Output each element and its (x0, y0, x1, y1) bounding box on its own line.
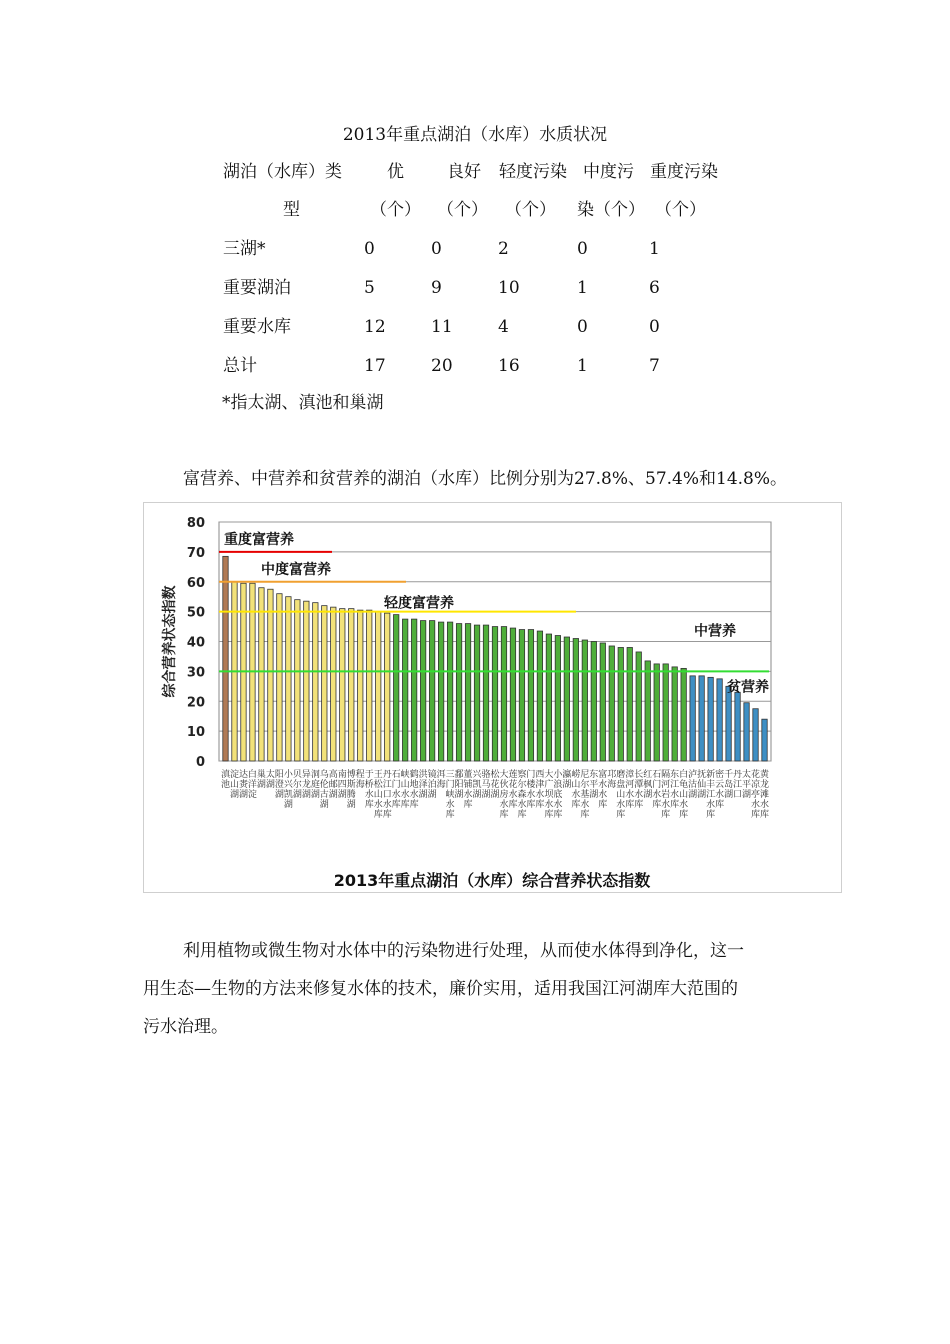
bar (708, 677, 713, 761)
bar (492, 627, 497, 761)
bar (636, 652, 641, 761)
cell-moderate: 0 (577, 317, 588, 337)
x-tick-label: 红枫湖 (643, 770, 653, 800)
chart-svg (144, 503, 841, 892)
x-tick-label: 南四湖 (337, 770, 347, 800)
x-tick-label: 丹江口水库 (382, 770, 392, 820)
x-tick-label: 大伙房水库 (499, 770, 509, 820)
cell-moderate: 0 (577, 239, 588, 259)
cell-good: 0 (431, 239, 442, 259)
x-tick-label: 镜泊湖 (427, 770, 437, 800)
header-moderate-line2: 染（个） (577, 200, 645, 220)
header-good-line1: 良好 (447, 162, 481, 182)
table-footnote: *指太湖、滇池和巢湖 (222, 393, 384, 413)
bar (654, 664, 659, 761)
bar (519, 630, 524, 761)
cell-moderate: 1 (577, 356, 588, 376)
x-tick-label: 西津水库 (535, 770, 545, 810)
bar (385, 613, 390, 761)
x-tick-label: 于桥水库 (364, 770, 374, 810)
bar (411, 619, 416, 761)
header-excellent-line1: 优 (387, 162, 404, 182)
cell-heavy: 6 (649, 278, 660, 298)
bar (429, 621, 434, 761)
header-heavy-line1: 重度污染 (650, 162, 718, 182)
bar (501, 627, 506, 761)
x-tick-label: 鄱阳湖 (454, 770, 464, 800)
bar (223, 556, 228, 761)
x-tick-label: 峡山水库 (400, 770, 410, 810)
cell-type: 总计 (223, 356, 257, 376)
x-tick-label: 骆马湖 (481, 770, 491, 800)
remediation-paragraph-line3: 污水治理。 (143, 1017, 228, 1037)
header-heavy-line2: （个） (655, 200, 706, 220)
cell-good: 11 (431, 317, 453, 337)
chart-title: 2013年重点湖泊（水库）综合营养状态指数 (333, 871, 651, 890)
x-tick-label: 兴凯湖 (472, 770, 482, 800)
x-tick-label: 淀山湖 (229, 770, 239, 800)
trophic-index-chart (143, 502, 842, 893)
x-tick-label: 王松山水库 (373, 770, 383, 820)
y-tick-label: 10 (186, 725, 205, 741)
y-tick-label: 40 (186, 635, 205, 651)
x-tick-label: 巢湖 (256, 770, 266, 790)
cell-excellent: 12 (364, 317, 386, 337)
bar (663, 664, 668, 761)
x-tick-label: 博斯腾湖 (346, 770, 356, 810)
bar (322, 606, 327, 761)
header-type-line2: 型 (283, 200, 300, 220)
bar (268, 589, 273, 761)
header-moderate-line1: 中度污 (583, 162, 634, 182)
threshold-label: 中度富营养 (261, 561, 331, 578)
x-tick-label: 石门水库 (652, 770, 662, 810)
x-tick-label: 密云水库 (715, 770, 725, 810)
threshold-label: 中营养 (694, 623, 736, 640)
x-tick-label: 黄龙滩水库 (760, 770, 770, 820)
x-tick-label: 小兴凯湖 (283, 770, 293, 810)
bar (573, 639, 578, 761)
cell-light: 4 (498, 317, 509, 337)
bar (402, 619, 407, 761)
bar (762, 719, 767, 761)
x-tick-label: 洱海 (436, 770, 446, 790)
bar (600, 643, 605, 761)
y-tick-label: 80 (186, 516, 205, 531)
x-tick-label: 莲花水库 (508, 770, 518, 810)
y-tick-label: 20 (186, 695, 205, 711)
bar (510, 628, 515, 761)
bar (591, 642, 596, 762)
cell-light: 2 (498, 239, 509, 259)
x-tick-label: 漳河水库 (625, 770, 635, 810)
cell-type: 三湖* (223, 239, 266, 259)
x-tick-label: 白洋淀 (247, 770, 257, 800)
x-tick-label: 贝尔湖 (292, 770, 302, 800)
bar (447, 622, 452, 761)
bar (393, 615, 398, 761)
table-title: 2013年重点湖泊（水库）水质状况 (342, 125, 608, 145)
x-tick-label: 太平湖 (742, 770, 752, 800)
x-tick-label: 小浪底水库 (553, 770, 563, 820)
x-tick-label: 高邮湖 (328, 770, 338, 800)
bar (726, 686, 731, 761)
bar (555, 636, 560, 761)
cell-excellent: 17 (364, 356, 386, 376)
x-tick-label: 阳澄湖 (274, 770, 284, 800)
remediation-paragraph-line1: 利用植物或微生物对水体中的污染物进行处理，从而使水体得到净化，这一 (183, 941, 744, 961)
bar (690, 676, 695, 761)
cell-heavy: 7 (649, 356, 660, 376)
bar (331, 607, 336, 761)
x-tick-label: 东平湖 (589, 770, 599, 800)
bar (546, 634, 551, 761)
x-tick-label: 滇池 (220, 770, 230, 790)
x-tick-label: 长潭水库 (634, 770, 644, 810)
x-tick-label: 邛海 (607, 770, 617, 790)
x-tick-label: 千岛湖 (724, 770, 734, 800)
bar (582, 640, 587, 761)
x-tick-label: 异龙湖 (301, 770, 311, 800)
bar (313, 603, 318, 761)
bar (340, 609, 345, 761)
x-tick-label: 大广坝水库 (544, 770, 554, 820)
x-tick-label: 东江水库 (670, 770, 680, 810)
bar (717, 679, 722, 761)
bar (438, 622, 443, 761)
trophic-ratio-paragraph: 富营养、中营养和贫营养的湖泊（水库）比例分别为27.8%、57.4%和14.8%。 (183, 469, 788, 489)
x-tick-label: 察尔森水库 (517, 770, 527, 820)
cell-good: 20 (431, 356, 453, 376)
x-tick-label: 白龟山水库 (679, 770, 689, 820)
bar (474, 625, 479, 761)
bar (537, 631, 542, 761)
header-light-line1: 轻度污染 (499, 162, 567, 182)
header-good-line2: （个） (437, 200, 488, 220)
x-tick-label: 松花湖 (490, 770, 500, 800)
cell-good: 9 (431, 278, 442, 298)
bar (376, 612, 381, 761)
x-tick-label: 崂山水库 (571, 770, 581, 810)
x-tick-label: 隔河岩水库 (661, 770, 671, 820)
bar (744, 703, 749, 761)
threshold-label: 贫营养 (727, 679, 769, 696)
x-tick-label: 磨盘山水库 (616, 770, 626, 820)
x-tick-label: 太湖 (265, 770, 275, 790)
y-axis-label: 综合营养状态指数 (162, 585, 178, 698)
bar (259, 588, 264, 761)
header-type-line1: 湖泊（水库）类 (223, 162, 342, 182)
x-tick-label: 新丰江水库 (706, 770, 716, 820)
bar (672, 667, 677, 761)
cell-heavy: 0 (649, 317, 660, 337)
cell-excellent: 5 (364, 278, 375, 298)
x-tick-label: 瀛湖 (562, 770, 572, 790)
bar (528, 630, 533, 761)
cell-light: 10 (498, 278, 520, 298)
remediation-paragraph-line2: 用生态—生物的方法来修复水体的技术，廉价实用，适用我国江河湖库大范围的 (143, 979, 738, 999)
bar (627, 647, 632, 761)
cell-excellent: 0 (364, 239, 375, 259)
cell-light: 16 (498, 356, 520, 376)
x-tick-label: 洪泽湖 (418, 770, 428, 800)
bar (645, 661, 650, 761)
bar (349, 609, 354, 761)
bar (420, 621, 425, 761)
bar (564, 637, 569, 761)
header-light-line2: （个） (505, 200, 556, 220)
cell-heavy: 1 (649, 239, 660, 259)
bar (483, 625, 488, 761)
bar (609, 646, 614, 761)
y-tick-label: 0 (195, 755, 205, 770)
x-tick-label: 石门水库 (391, 770, 401, 810)
x-tick-label: 三门峡水库 (445, 770, 455, 820)
bar (456, 624, 461, 761)
bar (286, 597, 291, 761)
x-tick-label: 程海 (355, 770, 365, 790)
y-tick-label: 30 (186, 665, 205, 681)
bar (681, 668, 686, 761)
x-tick-label: 乌伦古湖 (319, 770, 329, 810)
x-tick-label: 花凉亭水库 (751, 770, 761, 820)
bar (295, 600, 300, 761)
threshold-label: 轻度富营养 (384, 595, 454, 612)
bar (735, 692, 740, 761)
x-tick-label: 抚仙湖 (697, 770, 707, 800)
bar (277, 594, 282, 761)
bar (367, 610, 372, 761)
bar (618, 647, 623, 761)
x-tick-label: 洞庭湖 (310, 770, 320, 800)
bar (358, 610, 363, 761)
bar (304, 601, 309, 761)
x-tick-label: 富水水库 (598, 770, 608, 810)
x-tick-label: 泸沽湖 (688, 770, 698, 800)
x-tick-label: 董铺水库 (463, 770, 473, 810)
x-tick-label: 尼尔基水库 (580, 770, 590, 820)
cell-type: 重要水库 (223, 317, 291, 337)
x-tick-label: 鹤地水库 (409, 770, 419, 810)
bar (753, 709, 758, 761)
x-tick-label: 丹江口 (733, 770, 743, 800)
y-tick-label: 70 (186, 545, 205, 561)
threshold-label: 重度富营养 (224, 531, 294, 548)
x-tick-label: 达赉湖 (238, 770, 248, 800)
x-tick-label: 门楼水库 (526, 770, 536, 810)
bar (465, 624, 470, 761)
header-excellent-line2: （个） (370, 200, 421, 220)
y-tick-label: 60 (186, 575, 205, 591)
cell-moderate: 1 (577, 278, 588, 298)
bar (699, 676, 704, 761)
y-tick-label: 50 (186, 605, 205, 621)
cell-type: 重要湖泊 (223, 278, 291, 298)
